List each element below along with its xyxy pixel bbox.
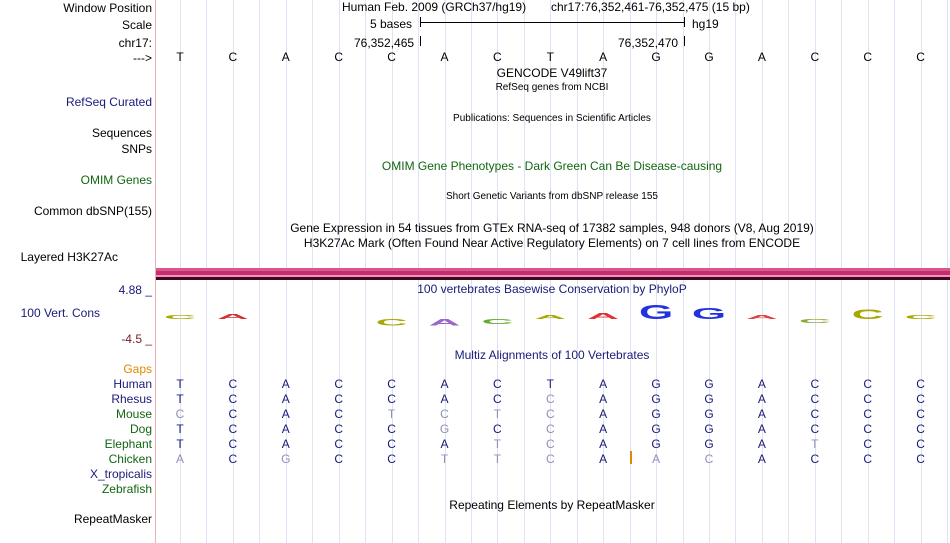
- reference-base: T: [546, 50, 554, 64]
- alignment-base-rhesus: C: [387, 392, 396, 406]
- species-label-human: Human: [113, 377, 152, 391]
- alignment-base-chicken: C: [387, 452, 396, 466]
- reference-base: C: [387, 50, 396, 64]
- phylop-letter: G: [638, 301, 674, 324]
- alignment-base-mouse: G: [704, 407, 714, 421]
- alignment-base-elephant: T: [493, 437, 502, 451]
- alignment-base-rhesus: C: [810, 392, 820, 406]
- reference-base: A: [599, 50, 608, 64]
- alignment-base-chicken: A: [175, 452, 184, 466]
- alignment-base-chicken: C: [863, 452, 873, 466]
- alignment-base-dog: C: [387, 422, 396, 436]
- alignment-base-human: C: [387, 377, 396, 391]
- alignment-base-elephant: C: [334, 437, 344, 451]
- reference-base: G: [704, 50, 714, 64]
- alignment-base-elephant: C: [545, 437, 555, 451]
- reference-base: C: [810, 50, 820, 64]
- phylop-letter: C: [164, 313, 196, 321]
- gtex-title[interactable]: Gene Expression in 54 tissues from GTEx RNA-seq of 17382 samples, 948 donors (V8, Aug 2019): [290, 221, 814, 235]
- repeatmasker-title[interactable]: Repeating Elements by RepeatMasker: [449, 498, 655, 512]
- track-label-omim[interactable]: OMIM Genes: [80, 173, 152, 187]
- phylop-letter: C: [851, 306, 884, 322]
- alignment-base-rhesus: G: [704, 392, 714, 406]
- alignment-base-rhesus: A: [757, 392, 766, 406]
- omim-title[interactable]: OMIM Gene Phenotypes - Dark Green Can Be Disease-causing: [381, 159, 723, 173]
- alignment-base-human: A: [440, 377, 449, 391]
- track-label-h3k27ac[interactable]: Layered H3K27Ac: [20, 250, 118, 264]
- alignment-base-chicken: C: [545, 452, 555, 466]
- alignment-base-chicken: C: [704, 452, 714, 466]
- alignment-base-human: C: [916, 377, 925, 391]
- phylop-letter: C: [904, 313, 937, 321]
- scale-bases-label: 5 bases: [370, 17, 413, 31]
- alignment-base-chicken: A: [757, 452, 766, 466]
- alignment-base-mouse: C: [440, 407, 449, 421]
- species-label-rhesus: Rhesus: [111, 392, 152, 406]
- reference-base: G: [651, 50, 661, 64]
- alignment-base-dog: C: [334, 422, 344, 436]
- alignment-base-dog: C: [545, 422, 555, 436]
- phylop-letter: A: [217, 312, 249, 321]
- reference-base: C: [228, 50, 238, 64]
- alignment-base-dog: G: [704, 422, 714, 436]
- dbsnp-title[interactable]: Short Genetic Variants from dbSNP release 155: [446, 191, 658, 202]
- track-label-refseq[interactable]: RefSeq Curated: [65, 95, 152, 109]
- coord-tick-right: [684, 36, 685, 46]
- track-label-cons[interactable]: 100 Vert. Cons: [20, 306, 100, 320]
- track-label-dbsnp[interactable]: Common dbSNP(155): [33, 204, 152, 218]
- scale-tick-right: [684, 17, 685, 27]
- alignment-base-mouse: C: [810, 407, 820, 421]
- species-label-chicken: Chicken: [108, 452, 152, 466]
- alignment-base-human: T: [546, 377, 554, 391]
- reference-base: T: [176, 50, 184, 64]
- species-label-xtropicalis: X_tropicalis: [89, 467, 152, 481]
- alignment-base-human: G: [704, 377, 714, 391]
- phylop-letter: A: [587, 311, 620, 321]
- reference-base: C: [493, 50, 502, 64]
- window-position-text: chr17:76,352,461-76,352,475 (15 bp): [551, 0, 750, 14]
- track-label-sequences[interactable]: Sequences: [91, 126, 152, 140]
- reference-base: A: [757, 50, 766, 64]
- alignment-base-chicken: T: [440, 452, 449, 466]
- track-label-repeatmasker[interactable]: RepeatMasker: [73, 512, 152, 526]
- alignment-base-rhesus: C: [545, 392, 555, 406]
- alignment-base-dog: C: [810, 422, 820, 436]
- phylop-letter: A: [428, 317, 461, 328]
- track-label-panel: [0, 0, 155, 543]
- phylop-letter: C: [798, 317, 831, 325]
- alignment-base-dog: A: [281, 422, 290, 436]
- alignment-base-human: A: [281, 377, 290, 391]
- species-label-elephant: Elephant: [104, 437, 152, 451]
- alignment-base-chicken: T: [493, 452, 502, 466]
- alignment-base-elephant: A: [757, 437, 766, 451]
- alignment-base-dog: T: [176, 422, 184, 436]
- phylop-letter: A: [534, 313, 567, 321]
- alignment-base-dog: G: [651, 422, 661, 436]
- alignment-base-dog: C: [228, 422, 238, 436]
- alignment-base-rhesus: C: [493, 392, 502, 406]
- alignment-base-rhesus: C: [228, 392, 238, 406]
- reference-base: A: [281, 50, 290, 64]
- multiz-title[interactable]: Multiz Alignments of 100 Vertebrates: [454, 348, 650, 362]
- alignment-base-elephant: A: [440, 437, 449, 451]
- alignment-base-mouse: T: [493, 407, 502, 421]
- alignment-base-elephant: T: [811, 437, 819, 451]
- alignment-base-mouse: C: [863, 407, 873, 421]
- window-position-label: Window Position: [63, 1, 152, 15]
- alignment-base-dog: C: [916, 422, 925, 436]
- phylop-title[interactable]: 100 vertebrates Basewise Conservation by PhyloP: [417, 282, 687, 296]
- alignment-base-elephant: G: [651, 437, 661, 451]
- species-label-mouse: Mouse: [115, 407, 152, 421]
- alignment-base-dog: A: [599, 422, 608, 436]
- alignment-base-human: C: [493, 377, 502, 391]
- alignment-base-mouse: C: [228, 407, 238, 421]
- alignment-base-rhesus: C: [916, 392, 925, 406]
- alignment-base-rhesus: A: [440, 392, 449, 406]
- alignment-base-rhesus: C: [334, 392, 344, 406]
- alignment-base-mouse: T: [387, 407, 396, 421]
- alignment-base-human: G: [651, 377, 661, 391]
- scale-db-label: hg19: [692, 17, 719, 31]
- phylop-letter: A: [746, 313, 778, 321]
- alignment-base-chicken: C: [334, 452, 344, 466]
- alignment-base-mouse: C: [545, 407, 555, 421]
- alignment-base-mouse: C: [916, 407, 925, 421]
- alignment-base-chicken: C: [228, 452, 238, 466]
- alignment-base-rhesus: A: [281, 392, 290, 406]
- species-label-dog: Dog: [129, 422, 152, 436]
- alignment-base-elephant: C: [387, 437, 396, 451]
- alignment-base-human: C: [810, 377, 820, 391]
- alignment-base-rhesus: G: [651, 392, 661, 406]
- phylop-letter: G: [691, 304, 727, 323]
- alignment-base-dog: G: [439, 422, 450, 436]
- gencode-title[interactable]: GENCODE V49lift37: [496, 66, 608, 80]
- alignment-base-dog: C: [863, 422, 873, 436]
- track-display-area[interactable]: [156, 0, 950, 543]
- phylop-conservation-plot: [156, 297, 950, 347]
- alignment-base-chicken: C: [810, 452, 820, 466]
- alignment-base-human: C: [228, 377, 238, 391]
- h3k27ac-title[interactable]: H3K27Ac Mark (Often Found Near Active Regulatory Elements) on 7 cell lines from ENCODE: [303, 236, 801, 250]
- coord-right: 76,352,470: [618, 36, 679, 50]
- alignment-base-mouse: G: [651, 407, 661, 421]
- phylop-min-label: -4.5 _: [121, 332, 152, 346]
- coord-left: 76,352,465: [354, 36, 415, 50]
- reference-base: C: [334, 50, 344, 64]
- alignment-base-elephant: G: [704, 437, 714, 451]
- alignment-base-human: C: [334, 377, 344, 391]
- alignment-base-rhesus: T: [176, 392, 184, 406]
- insertion-marker: [630, 451, 632, 464]
- alignment-base-chicken: G: [281, 452, 291, 466]
- phylop-letter: C: [481, 317, 514, 326]
- alignment-base-elephant: C: [916, 437, 925, 451]
- scale-bar: [420, 22, 685, 23]
- alignment-base-chicken: A: [652, 452, 661, 466]
- alignment-base-chicken: A: [599, 452, 608, 466]
- phylop-letter: C: [375, 317, 408, 328]
- alignment-base-human: C: [863, 377, 873, 391]
- species-label-zebrafish: Zebrafish: [101, 482, 152, 496]
- assembly-label: Human Feb. 2009 (GRCh37/hg19): [342, 0, 527, 14]
- alignment-base-mouse: A: [757, 407, 766, 421]
- reference-base: C: [916, 50, 925, 64]
- track-label-gaps: Gaps: [123, 362, 152, 376]
- alignment-base-human: A: [757, 377, 766, 391]
- alignment-base-human: T: [176, 377, 184, 391]
- alignment-base-elephant: T: [176, 437, 184, 451]
- scale-label: Scale: [121, 18, 152, 32]
- alignment-base-dog: A: [757, 422, 766, 436]
- publications-title[interactable]: Publications: Sequences in Scientific Articles: [453, 113, 651, 124]
- track-label-snps[interactable]: SNPs: [121, 142, 152, 156]
- alignment-base-mouse: C: [175, 407, 185, 421]
- alignment-base-human: A: [599, 377, 608, 391]
- reference-base: A: [440, 50, 449, 64]
- alignment-base-mouse: C: [334, 407, 344, 421]
- h3k27ac-signal-bar: [156, 268, 950, 280]
- coord-tick-left: [420, 36, 421, 46]
- alignment-base-rhesus: C: [863, 392, 873, 406]
- chrom-label: chr17:: [118, 36, 152, 50]
- alignment-base-elephant: C: [863, 437, 873, 451]
- reference-base: C: [863, 50, 873, 64]
- alignment-base-mouse: A: [281, 407, 290, 421]
- refseq-desc: RefSeq genes from NCBI: [495, 82, 609, 93]
- alignment-base-elephant: C: [228, 437, 238, 451]
- strand-toggle[interactable]: --->: [133, 51, 152, 65]
- phylop-max-label: 4.88 _: [118, 283, 152, 297]
- alignment-base-elephant: A: [281, 437, 290, 451]
- alignment-base-elephant: A: [599, 437, 608, 451]
- alignment-base-dog: C: [493, 422, 502, 436]
- alignment-base-mouse: A: [599, 407, 608, 421]
- alignment-base-chicken: C: [916, 452, 925, 466]
- alignment-base-rhesus: A: [599, 392, 608, 406]
